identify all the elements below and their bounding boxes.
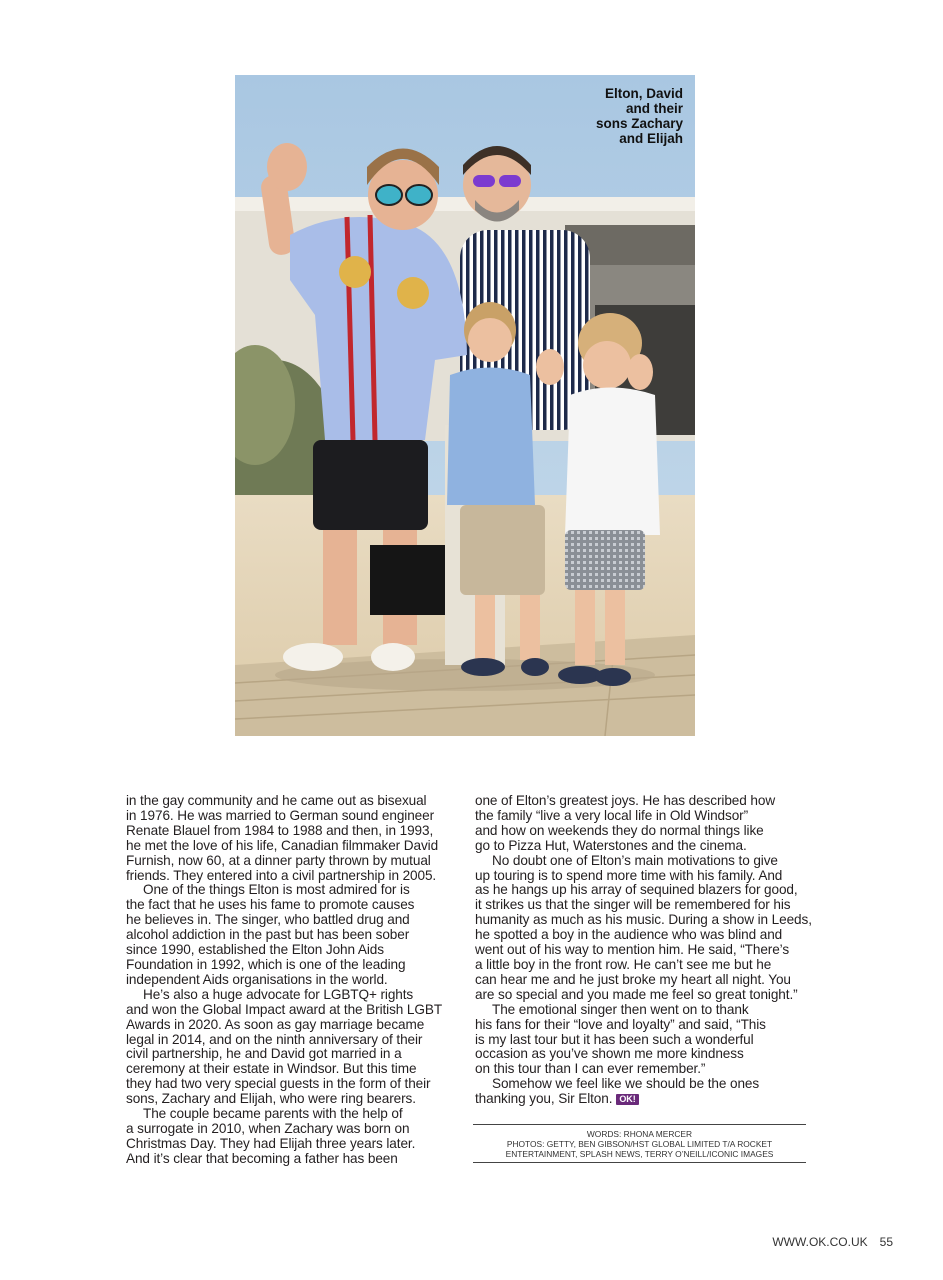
article-line: Somehow we feel like we should be the ones	[492, 1076, 760, 1092]
caption-line: and their	[625, 101, 683, 116]
article-line: Foundation in 1992, which is one of the leading	[126, 956, 406, 972]
family-photo-illustration	[235, 75, 695, 736]
credits-photos-line1: PHOTOS: GETTY, BEN GIBSON/HST GLOBAL LIMITED T/A ROCKET	[506, 1139, 773, 1149]
article-column-right-lines	[475, 794, 811, 1092]
article-line: a surrogate in 2010, when Zachary was born on	[126, 1120, 410, 1136]
article-line: And it’s clear that becoming a father has been	[126, 1150, 398, 1166]
article-line: and won the Global Impact award at the British LGBT	[126, 1001, 443, 1017]
article-line: since 1990, established the Elton John Aids	[126, 942, 384, 958]
article-line: Renate Blauel from 1984 to 1988 and then, in 1993,	[126, 822, 434, 838]
article-line: sons, Zachary and Elijah, who were ring bearers.	[126, 1091, 416, 1107]
article-line: they had two very special guests in the form of their	[126, 1076, 431, 1092]
photo-credits	[473, 1124, 806, 1163]
article-line: in 1976. He was married to German sound engineer	[126, 807, 435, 823]
article-line: The emotional singer then went on to thank	[492, 1001, 749, 1017]
caption-line: sons Zachary	[595, 116, 683, 131]
family-photo	[235, 75, 695, 736]
article-line: the family “live a very local life in Old Windsor”	[475, 807, 749, 823]
article-line: on this tour than I can ever remember.”	[475, 1061, 706, 1077]
article-line: are so special and you made me feel so great tonight.”	[475, 986, 798, 1002]
closing-text: thanking you, Sir Elton.	[475, 1091, 613, 1107]
credits-photos-line2: ENTERTAINMENT, SPLASH NEWS, TERRY O’NEILL/ICONIC IMAGES	[505, 1149, 774, 1159]
article-line: friends. They entered into a civil partnership in 2005.	[126, 867, 437, 883]
page-number: 55	[879, 1235, 893, 1249]
article-column-left	[126, 794, 462, 1167]
article-line: can hear me and he just broke my heart all night. You	[475, 971, 791, 987]
page-footer	[772, 1235, 893, 1249]
photo-caption	[483, 86, 683, 146]
footer-website: WWW.OK.CO.UK	[772, 1235, 868, 1249]
article-line: went out of his way to mention him. He said, “There’s	[475, 942, 790, 958]
article-line: legal in 2014, and on the ninth anniversary of their	[126, 1031, 423, 1047]
article-line: ceremony at their estate in Windsor. But this time	[126, 1061, 417, 1077]
article-column-right	[475, 794, 811, 1107]
article-line: he met the love of his life, Canadian filmmaker David	[126, 837, 439, 853]
article-line: alcohol addiction in the past but has been sober	[126, 927, 410, 943]
ok-end-badge: OK!	[616, 1094, 638, 1105]
article-line: No doubt one of Elton’s main motivations to give	[492, 852, 778, 868]
article-line: as he hangs up his array of sequined blazers for good,	[475, 882, 798, 898]
caption-line: and Elijah	[619, 131, 683, 146]
credits-words: WORDS: RHONA MERCER	[586, 1129, 693, 1139]
article-line: He’s also a huge advocate for LGBTQ+ rights	[143, 986, 414, 1002]
article-line: the fact that he uses his fame to promote causes	[126, 897, 415, 913]
article-line: The couple became parents with the help of	[143, 1106, 403, 1122]
caption-line: Elton, David	[604, 86, 683, 101]
article-line: he spotted a boy in the audience who was blind and	[475, 927, 783, 943]
article-line: a little boy in the front row. He can’t see me but he	[475, 956, 772, 972]
article-line: up touring is to spend more time with his family. And	[475, 867, 783, 883]
article-line: in the gay community and he came out as bisexual	[126, 793, 427, 808]
article-line: humanity as much as his music. During a show in Leeds,	[475, 912, 812, 928]
article-line: go to Pizza Hut, Waterstones and the cinema.	[475, 837, 747, 853]
article-line: it strikes us that the singer will be remembered for his	[475, 897, 791, 913]
article-line: civil partnership, he and David got married in a	[126, 1046, 402, 1062]
article-line: independent Aids organisations in the world.	[126, 971, 388, 987]
article-line: Awards in 2020. As soon as gay marriage became	[126, 1016, 425, 1032]
article-line: he believes in. The singer, who battled drug and	[126, 912, 410, 928]
article-line: his fans for their “love and loyalty” and said, “This	[475, 1016, 766, 1032]
article-closing-line	[475, 1092, 811, 1107]
article-line: One of the things Elton is most admired for is	[143, 882, 410, 898]
article-line: occasion as you’ve shown me more kindness	[475, 1046, 744, 1062]
article-line: and how on weekends they do normal things like	[475, 822, 764, 838]
article-line: one of Elton’s greatest joys. He has described how	[475, 793, 776, 808]
article-line: is my last tour but it has been such a wonderful	[475, 1031, 754, 1047]
article-line: Christmas Day. They had Elijah three years later.	[126, 1135, 416, 1151]
article-line: Furnish, now 60, at a dinner party thrown by mutual	[126, 852, 431, 868]
